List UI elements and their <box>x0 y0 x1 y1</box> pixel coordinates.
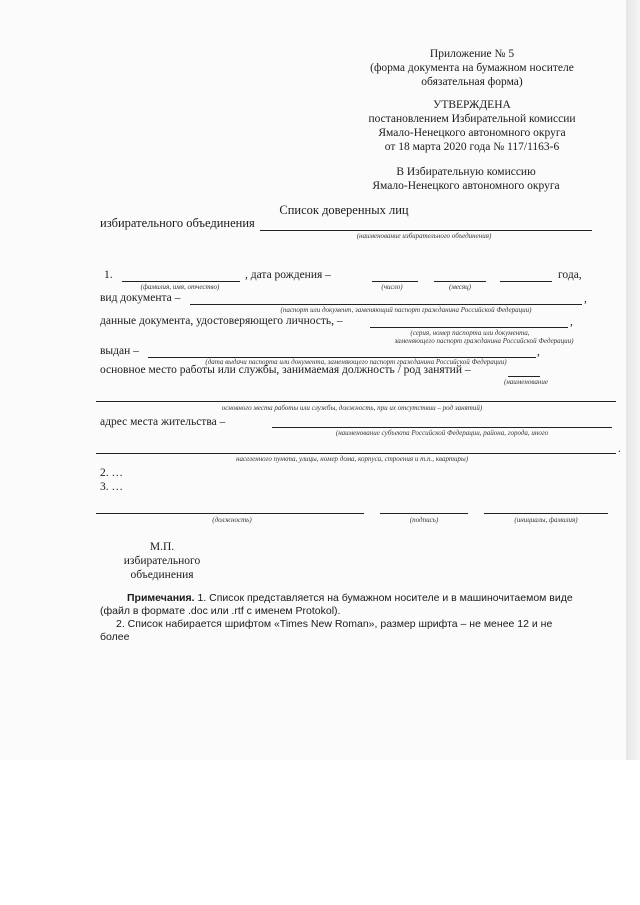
work-caption: основного места работы или службы, должность, при их отсутствии – род занятий) <box>221 404 483 412</box>
address-caption-2: населенного пункта, улицы, номер дома, корпуса, строения и т.п., квартиры) <box>235 455 469 463</box>
approved-heading: УТВЕРЖДЕНА <box>433 99 511 111</box>
addressee-line-1: В Избирательную комиссию <box>396 166 536 178</box>
address-field <box>272 427 612 428</box>
issued-comma: , <box>537 346 540 358</box>
day-caption: (число) <box>381 283 403 291</box>
work-label: основное место работы или службы, занимаемая должность / род занятий – <box>100 364 471 376</box>
issued-caption: (дата выдачи паспорта или документа, заменяющего паспорт гражданина Российской Федерации) <box>205 358 507 366</box>
address-period: . <box>618 443 621 455</box>
year-field <box>500 281 552 282</box>
association-field <box>260 230 592 231</box>
doc-data-comma: , <box>570 316 573 328</box>
stamp-line-3: объединения <box>130 569 194 581</box>
note-1-line-1 <box>127 592 573 604</box>
address-caption-1: (наименование субъекта Российской Федерации, района, города, иного <box>335 429 549 437</box>
doc-type-field <box>190 304 582 305</box>
work-field-short <box>508 376 540 377</box>
note-1-text: 1. Список представляется на бумажном носителе и в машиночитаемом виде <box>197 592 573 604</box>
issued-label: выдан – <box>100 345 139 357</box>
stamp-line-2: избирательного <box>123 555 201 567</box>
address-label: адрес места жительства – <box>100 416 226 428</box>
name-field <box>122 281 240 282</box>
page-edge-shadow <box>626 0 640 760</box>
birth-date-label: , дата рождения – <box>245 269 331 281</box>
association-label: избирательного объединения <box>100 216 255 230</box>
form-note-line-2: обязательная форма) <box>421 76 523 88</box>
stamp-place-label: М.П. <box>149 541 175 553</box>
note-1-line-2: (файл в формате .doc или .rtf с именем Protokol). <box>100 605 341 617</box>
doc-data-caption-2: заменяющего паспорт гражданина Российской Федерации) <box>394 337 574 345</box>
sign-signature-line <box>380 513 468 514</box>
doc-type-comma: , <box>584 293 587 305</box>
work-field-full <box>96 401 616 402</box>
doc-type-label: вид документа – <box>100 292 181 304</box>
association-caption: (наименование избирательного объединения) <box>356 232 492 240</box>
decree-line-1: постановлением Избирательной комиссии <box>368 113 576 125</box>
month-caption: (месяц) <box>448 283 472 291</box>
addressee-line-2: Ямало-Ненецкого автономного округа <box>372 180 560 192</box>
doc-data-caption-1: (серия, номер паспорта или документа, <box>410 329 530 337</box>
form-note-line-1: (форма документа на бумажном носителе <box>370 62 574 74</box>
decree-line-2: Ямало-Ненецкого автономного округа <box>378 127 566 139</box>
initials-caption: (инициалы, фамилия) <box>514 516 578 524</box>
position-caption: (должность) <box>212 516 252 524</box>
day-field <box>372 281 418 282</box>
doc-data-field <box>370 327 568 328</box>
month-field <box>434 281 486 282</box>
notes-heading: Примечания. <box>127 592 195 604</box>
entry-number-2: 2. … <box>100 467 123 479</box>
note-2-line-1: 2. Список набирается шрифтом «Times New Roman», размер шрифта – не менее 12 и не <box>116 618 553 630</box>
year-label: года, <box>558 269 582 281</box>
doc-data-label: данные документа, удостоверяющего личность, – <box>100 315 343 327</box>
appendix-number: Приложение № 5 <box>429 48 515 60</box>
document-title: Список доверенных лиц <box>279 203 409 217</box>
entry-number-3: 3. … <box>100 481 123 493</box>
work-caption-right: (наименование <box>504 378 548 386</box>
sign-caption: (подпись) <box>409 516 439 524</box>
decree-line-3: от 18 марта 2020 года № 117/1163-6 <box>384 141 560 153</box>
initials-signature-line <box>484 513 608 514</box>
note-2-line-2: более <box>100 631 130 643</box>
position-signature-line <box>96 513 364 514</box>
address-field-full <box>96 453 616 454</box>
entry-number-1: 1. <box>104 269 113 281</box>
name-caption: (фамилия, имя, отчество) <box>140 283 220 291</box>
doc-type-caption: (паспорт или документ, заменяющий паспорт гражданина Российской Федерации) <box>280 306 532 314</box>
